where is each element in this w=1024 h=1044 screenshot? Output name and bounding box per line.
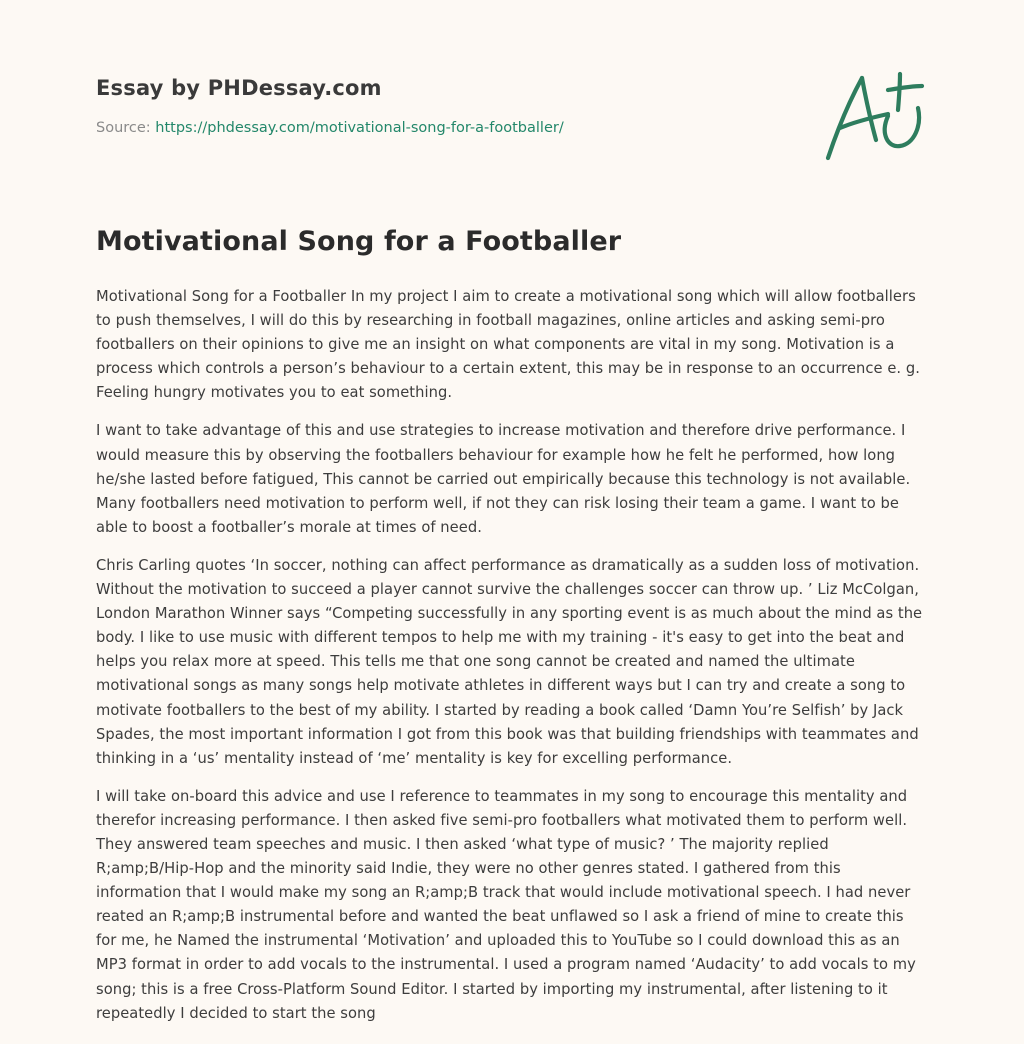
a-plus-logo-icon bbox=[818, 64, 930, 168]
essay-body bbox=[96, 285, 928, 1040]
essay-paragraph: Motivational Song for a Footballer In my project I aim to create a motivational song which will allow footballers to push themselves, I will do this by researching in football magazines, online articles and asking semi-pro footballers on their opinions to give me an insight on what components are vital in my song. Motivation is a process which controls a person’s behaviour to a certain extent, this may be in response to an occurrence e. g. Feeling hungry motivates you to eat something. bbox=[96, 288, 920, 402]
source-link[interactable]: https://phdessay.com/motivational-song-for-a-footballer/ bbox=[155, 120, 564, 136]
site-brand: Essay by PHDessay.com bbox=[96, 76, 382, 100]
source-line bbox=[96, 120, 564, 136]
essay-paragraph: I want to take advantage of this and use strategies to increase motivation and therefore drive performance. I would measure this by observing the footballers behaviour for example how he felt he performed, how long he/she lasted before fatigued, This cannot be carried out empirically because this technology is not available. Many footballers need motivation to perform well, if not they can risk losing their team a game. I want to be able to boost a footballer’s morale at times of need. bbox=[96, 422, 911, 536]
page-header bbox=[96, 76, 564, 136]
essay-paragraph: Chris Carling quotes ‘In soccer, nothing can affect performance as dramatically as a sudden loss of motivation. Without the motivation to succeed a player cannot survive the challenges soccer can throw up. ’ Liz McColgan, London Marathon Winner says “Competing successfully in any sporting event is as much about the mind as the body. I like to use music with different tempos to help me with my training - it's easy to get into the beat and helps you relax more at speed. This tells me that one song cannot be created and named the ultimate motivational songs as many songs help motivate athletes in different ways but I can try and create a song to motivate footballers to the best of my ability. I started by reading a book called ‘Damn You’re Selfish’ by Jack Spades, the most important information I got from this book was that building friendships with teammates and thinking in a ‘us’ mentality instead of ‘me’ mentality is key for excelling performance. bbox=[96, 556, 923, 767]
essay-paragraph: I will take on-board this advice and use I reference to teammates in my song to encourage this mentality and therefor increasing performance. I then asked five semi-pro footballers what motivated them to perform well. They answered team speeches and music. I then asked ‘what type of music? ’ The majority replied R;amp;B/Hip-Hop and the minority said Indie, they were no other genres stated. I gathered from this information that I would make my song an R;amp;B track that would include motivational speech. I had never reated an R;amp;B instrumental before and wanted the beat unflawed so I ask a friend of mine to create this for me, he Named the instrumental ‘Motivation’ and uploaded this to YouTube so I could download this as an MP3 format in order to add vocals to the instrumental. I used a program named ‘Audacity’ to add vocals to my song; this is a free Cross-Platform Sound Editor. I started by importing my instrumental, after listening to it repeatedly I decided to start the song bbox=[96, 787, 916, 1022]
essay-title: Motivational Song for a Footballer bbox=[96, 226, 622, 257]
source-label: Source: bbox=[96, 120, 156, 136]
